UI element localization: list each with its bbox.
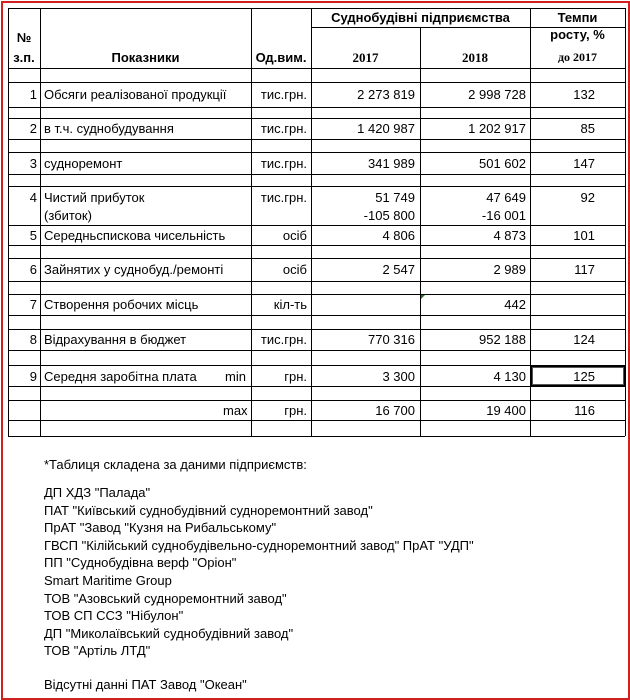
row-unit: кіл-ть — [273, 297, 307, 312]
row-value-2018: 2 989 — [493, 262, 526, 277]
grid-line — [8, 8, 625, 9]
enterprise-item: ДП "Миколаївський суднобудівний завод" — [44, 625, 294, 641]
row-value-2018: 1 202 917 — [468, 121, 526, 136]
enterprise-item: ТОВ "Артіль ЛТД" — [44, 643, 151, 659]
row-growth: 92 — [580, 190, 595, 205]
row-value-2017: 2 547 — [382, 262, 415, 277]
grid-line — [8, 174, 625, 175]
row-indicator: судноремонт — [44, 156, 123, 171]
enterprise-item: ТОВ СП ССЗ "Нібулон" — [44, 608, 184, 624]
row-value-2017: 3 300 — [382, 369, 415, 384]
row-value-2017: 341 989 — [368, 156, 415, 171]
row-unit: тис.грн. — [260, 156, 307, 171]
row-value-2018: 952 188 — [479, 332, 526, 347]
grid-line — [8, 315, 625, 316]
grid-line — [8, 436, 625, 437]
row-indicator: (збиток) — [44, 208, 92, 223]
row-unit: тис.грн. — [260, 121, 307, 136]
grid-line — [8, 139, 625, 140]
row-indicator: Обсяги реалізованої продукції — [44, 87, 227, 102]
row-number: 1 — [29, 87, 37, 102]
header-growth-2: росту, % — [550, 27, 605, 42]
grid-line — [8, 350, 625, 351]
enterprise-item: ПрАТ "Завод "Кузня на Рибальському" — [44, 520, 277, 536]
enterprise-item: ТОВ "Азовський судноремонтний завод" — [44, 590, 287, 606]
row-growth: 101 — [573, 228, 595, 243]
grid-line — [8, 281, 625, 282]
header-year-2018: 2018 — [462, 50, 488, 65]
row-indicator: Зайнятих у суднобуд./ремонті — [44, 262, 224, 277]
row-value-2018: 2 998 728 — [468, 87, 526, 102]
grid-line — [8, 152, 625, 153]
enterprise-item: ДП ХДЗ "Палада" — [44, 485, 151, 500]
row-value-2017: 4 806 — [382, 228, 415, 243]
grid-line — [40, 8, 41, 436]
row-growth: 85 — [580, 121, 595, 136]
row-unit: грн. — [284, 369, 307, 384]
row-value-2017: 2 273 819 — [357, 87, 415, 102]
row-growth: 147 — [573, 156, 595, 171]
row-unit: тис.грн. — [260, 190, 307, 205]
grid-line — [8, 118, 625, 119]
row-number: 6 — [29, 262, 37, 277]
header-unit: Од.вим. — [255, 50, 307, 65]
row-indicator-suffix: max — [223, 403, 248, 418]
grid-line — [8, 225, 625, 226]
row-growth: 116 — [574, 403, 595, 418]
row-value-2018: 47 649 — [486, 190, 526, 205]
row-growth: 117 — [574, 262, 595, 277]
row-growth: 124 — [573, 332, 595, 347]
enterprise-item: ПАТ "Київський суднобудівний судноремонтний завод" — [44, 502, 373, 518]
row-number: 7 — [29, 297, 37, 312]
row-number: 4 — [29, 190, 37, 205]
cell-comment-marker — [421, 295, 425, 299]
grid-line — [8, 400, 625, 401]
grid-line — [8, 294, 625, 295]
row-unit: осіб — [282, 262, 307, 277]
grid-line — [8, 329, 625, 330]
row-indicator-suffix: min — [225, 369, 246, 384]
notes-missing: Відсутні данні ПАТ Завод "Океан" — [44, 677, 247, 692]
row-value-2017: 770 316 — [368, 332, 415, 347]
row-value-2018: 4 873 — [493, 228, 526, 243]
notes-source: *Таблиця складена за даними підприємств: — [44, 457, 307, 472]
row-number: 8 — [29, 332, 37, 347]
row-value-2017: 1 420 987 — [357, 121, 415, 136]
row-value-2017: -105 800 — [363, 208, 415, 223]
row-number: 2 — [29, 121, 37, 136]
grid-line — [625, 8, 626, 436]
row-value-2017: 16 700 — [375, 403, 415, 418]
enterprise-item: Smart Maritime Group — [44, 573, 172, 588]
row-value-2018: 4 130 — [493, 369, 526, 384]
row-indicator: Чистий прибуток — [44, 190, 145, 205]
grid-line — [8, 420, 625, 421]
row-indicator: Відрахування в бюджет — [44, 332, 187, 347]
row-number: 5 — [29, 228, 37, 243]
row-indicator: Середньспискова чисельність — [44, 228, 226, 243]
grid-line — [8, 107, 625, 108]
row-value-2018: 442 — [504, 297, 526, 312]
grid-line — [8, 82, 625, 83]
row-value-2017: 51 749 — [375, 190, 415, 205]
row-indicator: Середня заробітна плата — [44, 369, 197, 384]
row-indicator: в т.ч. суднобудування — [44, 121, 174, 136]
grid-line — [8, 245, 625, 246]
header-enterprises: Суднобудівні підприємства — [331, 10, 510, 25]
row-number: 3 — [29, 156, 37, 171]
row-unit: тис.грн. — [260, 87, 307, 102]
selected-cell[interactable] — [531, 366, 625, 386]
header-year-2017: 2017 — [352, 50, 379, 65]
header-no: № — [16, 30, 32, 45]
header-growth-sub: до 2017 — [557, 50, 598, 64]
row-value-2018: 19 400 — [486, 403, 526, 418]
row-unit: осіб — [282, 228, 307, 243]
row-number: 9 — [29, 369, 37, 384]
grid-line — [251, 8, 252, 436]
header-indicators: Показники — [111, 50, 180, 65]
grid-line — [8, 68, 625, 69]
row-unit: грн. — [284, 403, 307, 418]
grid-line — [8, 386, 625, 387]
row-growth: 132 — [573, 87, 595, 102]
row-indicator: Створення робочих місць — [44, 297, 199, 312]
header-no-sub: з.п. — [13, 50, 35, 65]
row-value-2018: 501 602 — [479, 156, 526, 171]
header-growth: Темпи — [557, 10, 598, 25]
row-value-2018: -16 001 — [481, 208, 526, 223]
grid-line — [8, 186, 625, 187]
row-unit: тис.грн. — [260, 332, 307, 347]
enterprise-item: ГВСП "Кілійський суднобудівельно-судноремонтний завод" ПрАТ "УДП" — [44, 537, 474, 553]
grid-line — [8, 258, 625, 259]
row-growth: 125 — [573, 369, 595, 384]
enterprise-item: ПП "Суднобудівна верф "Оріон" — [44, 555, 237, 571]
